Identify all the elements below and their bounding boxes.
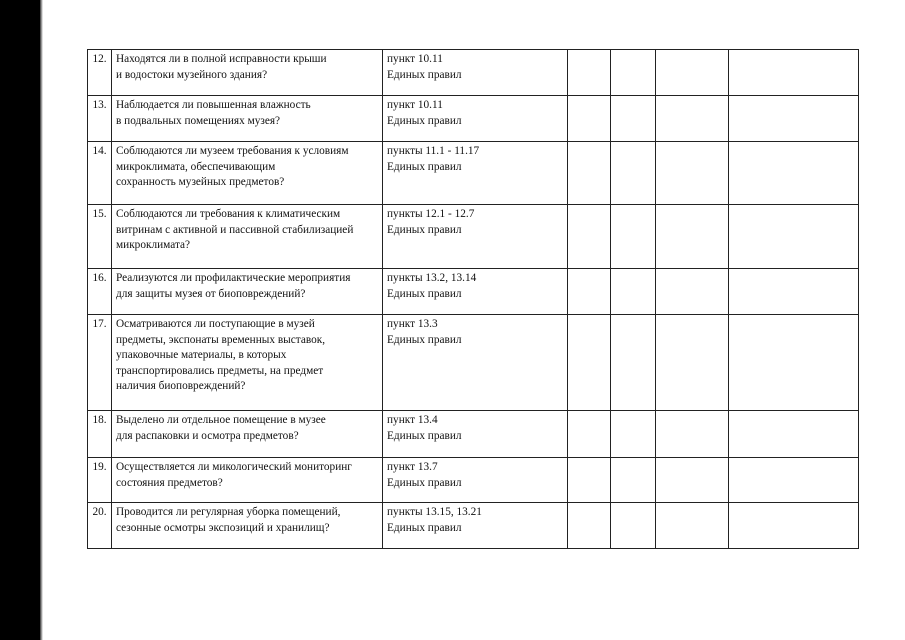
answer-na-cell[interactable] — [656, 269, 729, 315]
checklist-table — [87, 49, 859, 549]
question-cell: Соблюдаются ли музеем требования к условиям микроклимата, обеспечивающим сохранность музейных предметов? — [112, 142, 383, 205]
question-cell: Выделено ли отдельное помещение в музее для распаковки и осмотра предметов? — [112, 411, 383, 458]
answer-no-cell[interactable] — [611, 315, 656, 411]
reference-cell: пункт 13.3 Единых правил — [383, 315, 568, 411]
answer-yes-cell[interactable] — [568, 315, 611, 411]
answer-yes-cell[interactable] — [568, 142, 611, 205]
question-cell: Осматриваются ли поступающие в музей предметы, экспонаты временных выставок, упаковочные материалы, в которых транспортировались предметы, на предмет наличия биоповреждений? — [112, 315, 383, 411]
answer-na-cell[interactable] — [656, 96, 729, 142]
answer-yes-cell[interactable] — [568, 269, 611, 315]
table-row — [88, 142, 859, 205]
note-cell[interactable] — [729, 205, 859, 269]
note-cell[interactable] — [729, 96, 859, 142]
scan-black-edge — [0, 0, 40, 640]
answer-no-cell[interactable] — [611, 142, 656, 205]
question-cell: Проводится ли регулярная уборка помещений, сезонные осмотры экспозиций и хранилищ? — [112, 503, 383, 549]
answer-no-cell[interactable] — [611, 96, 656, 142]
row-number: 19. — [88, 458, 112, 503]
reference-cell: пункт 10.11 Единых правил — [383, 50, 568, 96]
note-cell[interactable] — [729, 315, 859, 411]
row-number: 14. — [88, 142, 112, 205]
answer-na-cell[interactable] — [656, 205, 729, 269]
table-row — [88, 205, 859, 269]
row-number: 20. — [88, 503, 112, 549]
question-cell: Находятся ли в полной исправности крыши и водостоки музейного здания? — [112, 50, 383, 96]
answer-no-cell[interactable] — [611, 50, 656, 96]
answer-yes-cell[interactable] — [568, 458, 611, 503]
question-cell: Реализуются ли профилактические мероприятия для защиты музея от биоповреждений? — [112, 269, 383, 315]
reference-cell: пункт 10.11 Единых правил — [383, 96, 568, 142]
note-cell[interactable] — [729, 411, 859, 458]
answer-no-cell[interactable] — [611, 269, 656, 315]
answer-no-cell[interactable] — [611, 205, 656, 269]
question-cell: Осуществляется ли микологический мониторинг состояния предметов? — [112, 458, 383, 503]
answer-na-cell[interactable] — [656, 503, 729, 549]
question-cell: Наблюдается ли повышенная влажность в подвальных помещениях музея? — [112, 96, 383, 142]
answer-yes-cell[interactable] — [568, 205, 611, 269]
row-number: 18. — [88, 411, 112, 458]
table-row — [88, 50, 859, 96]
row-number: 12. — [88, 50, 112, 96]
answer-na-cell[interactable] — [656, 458, 729, 503]
reference-cell: пункты 11.1 - 11.17 Единых правил — [383, 142, 568, 205]
table-row — [88, 269, 859, 315]
answer-na-cell[interactable] — [656, 142, 729, 205]
answer-no-cell[interactable] — [611, 503, 656, 549]
answer-na-cell[interactable] — [656, 315, 729, 411]
reference-cell: пункты 12.1 - 12.7 Единых правил — [383, 205, 568, 269]
row-number: 17. — [88, 315, 112, 411]
answer-no-cell[interactable] — [611, 411, 656, 458]
reference-cell: пункты 13.2, 13.14 Единых правил — [383, 269, 568, 315]
row-number: 16. — [88, 269, 112, 315]
table-row — [88, 411, 859, 458]
answer-no-cell[interactable] — [611, 458, 656, 503]
note-cell[interactable] — [729, 269, 859, 315]
table-row — [88, 503, 859, 549]
table-row — [88, 458, 859, 503]
note-cell[interactable] — [729, 50, 859, 96]
answer-yes-cell[interactable] — [568, 411, 611, 458]
reference-cell: пункт 13.4 Единых правил — [383, 411, 568, 458]
answer-na-cell[interactable] — [656, 411, 729, 458]
answer-na-cell[interactable] — [656, 50, 729, 96]
table-row — [88, 96, 859, 142]
note-cell[interactable] — [729, 142, 859, 205]
question-cell: Соблюдаются ли требования к климатическим витринам с активной и пассивной стабилизацией микроклимата? — [112, 205, 383, 269]
reference-cell: пункты 13.15, 13.21 Единых правил — [383, 503, 568, 549]
note-cell[interactable] — [729, 458, 859, 503]
answer-yes-cell[interactable] — [568, 50, 611, 96]
note-cell[interactable] — [729, 503, 859, 549]
row-number: 15. — [88, 205, 112, 269]
answer-yes-cell[interactable] — [568, 503, 611, 549]
reference-cell: пункт 13.7 Единых правил — [383, 458, 568, 503]
row-number: 13. — [88, 96, 112, 142]
table-row — [88, 315, 859, 411]
answer-yes-cell[interactable] — [568, 96, 611, 142]
